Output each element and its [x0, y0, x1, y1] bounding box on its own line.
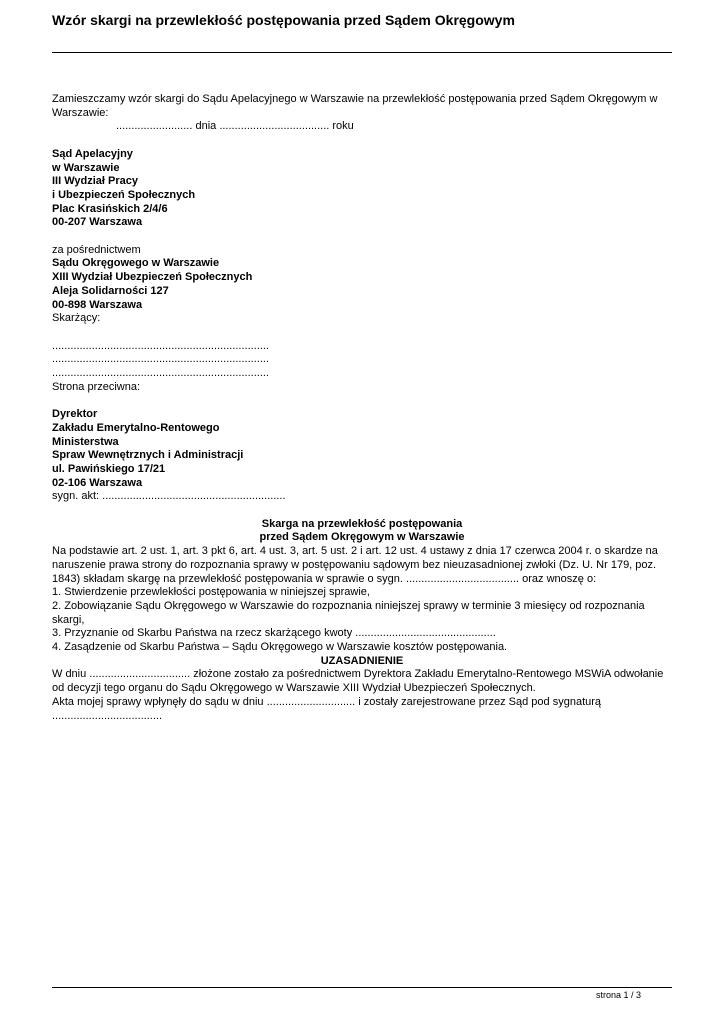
- intermediary-line: XIII Wydział Ubezpieczeń Społecznych: [52, 271, 253, 284]
- intermediary-label: za pośrednictwem: [52, 243, 141, 256]
- intro-paragraph: Zamieszczamy wzór skargi do Sądu Apelacyjnego w Warszawie na przewlekłość postępowania przed Sądem Okręgowym w Warszawie:: [52, 93, 658, 119]
- opposing-party-label: Strona przeciwna:: [52, 380, 141, 393]
- opposing-party-line: Ministerstwa: [52, 435, 119, 448]
- complainant-fill-line: .......................................................................: [52, 353, 269, 366]
- header-rule: [52, 52, 672, 53]
- complainant-label: Skarżący:: [52, 312, 101, 325]
- addressee-line: 00-207 Warszawa: [52, 216, 143, 229]
- opposing-party-block: [52, 408, 672, 490]
- request-item: 2. Zobowiązanie Sądu Okręgowego w Warszawie do rozpoznania niniejszej sprawy w terminie 3 miesięcy od rozpoznania skargi,: [52, 599, 645, 626]
- date-line: ......................... dnia .................................... roku: [116, 120, 354, 133]
- opposing-party-line: Dyrektor: [52, 408, 98, 421]
- opposing-party-line: Zakładu Emerytalno-Rentowego: [52, 421, 220, 434]
- opposing-party-line: ul. Pawińskiego 17/21: [52, 462, 166, 475]
- complainant-fill-line: .......................................................................: [52, 367, 269, 380]
- addressee-line: III Wydział Pracy: [52, 175, 139, 188]
- document-title: Wzór skargi na przewlekłość postępowania przed Sądem Okręgowym: [52, 12, 515, 28]
- complaint-title-line: przed Sądem Okręgowym w Warszawie: [259, 531, 465, 544]
- page-number: strona 1 / 3: [595, 990, 641, 1000]
- intermediary-line: 00-898 Warszawa: [52, 298, 143, 311]
- intermediary-line: Sądu Okręgowego w Warszawie: [52, 257, 220, 270]
- intermediary-line: Aleja Solidarności 127: [52, 284, 169, 297]
- complaint-title: [52, 518, 672, 545]
- document-body: [52, 93, 672, 723]
- justification-paragraph: W dniu ................................. złożone zostało za pośrednictwem Dyrektora Zakładu Emerytalno-Rentowego MSWiA odwołanie od decyzji tego organu do Sądu Okręgowego w Warszawie XIII Wydział Ubezpieczeń Społecznych.: [52, 668, 664, 695]
- request-item: 1. Stwierdzenie przewlekłości postępowania w niniejszej sprawie,: [52, 586, 370, 599]
- justification-paragraph: Akta mojej sprawy wpłynęły do sądu w dniu ............................. i zostały zarejestrowane przez Sąd pod sygnaturą ....................................: [52, 695, 602, 722]
- opposing-party-line: Spraw Wewnętrznych i Administracji: [52, 449, 244, 462]
- footer-rule: [52, 987, 672, 988]
- addressee-block: [52, 148, 672, 230]
- justification-heading: UZASADNIENIE: [320, 654, 404, 667]
- opposing-party-line: 02-106 Warszawa: [52, 476, 143, 489]
- addressee-line: Plac Krasińskich 2/4/6: [52, 202, 168, 215]
- request-item: 3. Przyznanie od Skarbu Państwa na rzecz skarżącego kwoty ..............................................: [52, 627, 496, 640]
- complaint-title-line: Skarga na przewlekłość postępowania: [261, 517, 463, 530]
- addressee-line: w Warszawie: [52, 161, 120, 174]
- intermediary-block: [52, 244, 672, 313]
- case-number-line: sygn. akt: ............................................................: [52, 490, 286, 503]
- basis-paragraph: Na podstawie art. 2 ust. 1, art. 3 pkt 6, art. 4 ust. 3, art. 5 ust. 2 i art. 12 ust. 4 ustawy z dnia 17 czerwca 2004 r. o skardze na naruszenie prawa strony do rozpoznania sprawy w postępowaniu sądowym bez nieuzasadnionej zwłoki (Dz. U. Nr 179, poz. 1843) składam skargę na przewlekłość postępowania w sprawie o sygn. ..................................... oraz wnoszę o:: [52, 545, 658, 585]
- addressee-line: i Ubezpieczeń Społecznych: [52, 188, 196, 201]
- complainant-lines: [52, 340, 672, 381]
- complainant-fill-line: .......................................................................: [52, 339, 269, 352]
- request-item: 4. Zasądzenie od Skarbu Państwa – Sądu Okręgowego w Warszawie kosztów postępowania.: [52, 641, 508, 654]
- addressee-line: Sąd Apelacyjny: [52, 147, 133, 160]
